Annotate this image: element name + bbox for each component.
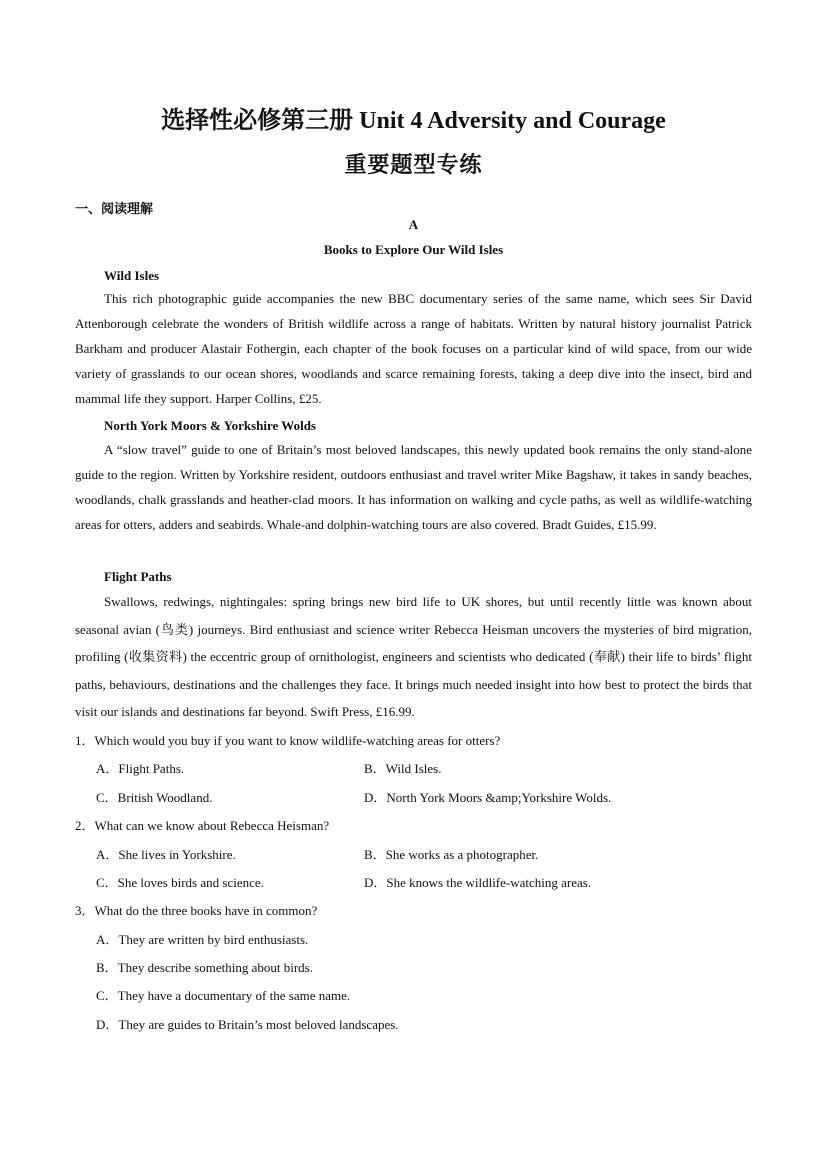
question-stem: 3．What do the three books have in common? (75, 903, 318, 918)
answer-option[interactable]: C．British Woodland. (96, 790, 213, 805)
answer-option[interactable]: C．They have a documentary of the same name. (96, 988, 351, 1003)
passage-letter: A (408, 217, 419, 232)
book-text-wild-isles: This rich photographic guide accompanies the new BBC documentary series of the same name, which sees Sir David Attenborough celebrate the wonders of British wildlife across a range of habitats. Written by natural history journalist Patrick Barkham and producer Alastair Fothergin, each chapter of the book focuses on a particular kind of wild space, from our wide variety of grasslands to our ocean shores, woodlands and scarce remaining forests, taking a deep dive into the insect, bird and mammal life they support. Harper Collins, £25. (75, 291, 752, 406)
answer-option[interactable]: A．She lives in Yorkshire. (96, 847, 236, 862)
answer-option[interactable]: C．She loves birds and science. (96, 875, 264, 890)
answer-option[interactable]: B．She works as a photographer. (364, 847, 539, 862)
answer-option[interactable]: D．North York Moors &amp;Yorkshire Wolds. (364, 790, 612, 805)
section-heading: 一、阅读理解 (75, 201, 154, 216)
book-text-north-york-moors: A “slow travel” guide to one of Britain’s most beloved landscapes, this newly updated book remains the only stand-alone guide to the region. Written by Yorkshire resident, outdoors enthusiast and travel writer Mike Bagshaw, it takes in sandy beaches, woodlands, chalk grasslands and heather-clad moors. It has information on walking and cycle paths, as well as wildlife-watching areas for otters, adders and seabirds. Whale-and dolphin-watching tours are also covered. Bradt Guides, £15.99. (75, 442, 752, 532)
document-title: 选择性必修第三册 Unit 4 Adversity and Courage (161, 108, 666, 134)
question-stem: 2．What can we know about Rebecca Heisman? (75, 818, 330, 833)
document-subtitle: 重要题型专练 (344, 152, 483, 177)
passage-title: Books to Explore Our Wild Isles (323, 242, 504, 257)
book-heading-wild-isles: Wild Isles (104, 268, 160, 283)
answer-option[interactable]: B．Wild Isles. (364, 761, 442, 776)
answer-option[interactable]: A．They are written by bird enthusiasts. (96, 932, 309, 947)
answer-option[interactable]: D．She knows the wildlife-watching areas. (364, 875, 592, 890)
answer-option[interactable]: D．They are guides to Britain’s most beloved landscapes. (96, 1017, 399, 1032)
answer-option[interactable]: A．Flight Paths. (96, 761, 185, 776)
answer-option[interactable]: B．They describe something about birds. (96, 960, 313, 975)
question-stem: 1．Which would you buy if you want to know wildlife-watching areas for otters? (75, 733, 501, 748)
book-heading-north-york-moors: North York Moors & Yorkshire Wolds (104, 418, 316, 433)
book-heading-flight-paths: Flight Paths (104, 569, 172, 584)
book-text-flight-paths: Swallows, redwings, nightingales: spring brings new bird life to UK shores, but until recently little was known about seasonal avian (鸟类) journeys. Bird enthusiast and science writer Rebecca Heisman uncovers the mysteries of bird migration, profiling (收集资料) the eccentric group of ornithologist, engineers and scientists who dedicated (奉献) their life to birds’ flight paths, behaviours, destinations and the challenges they face. It brings much needed insight into how best to protect the birds that visit our islands and destinations far beyond. Swift Press, £16.99. (75, 594, 752, 719)
